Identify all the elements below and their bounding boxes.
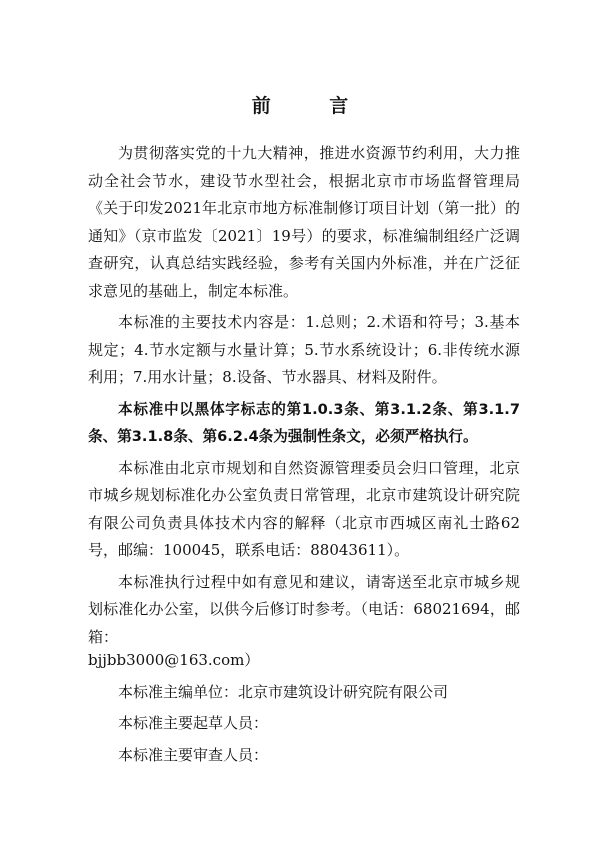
- preface-paragraph-feedback: 本标准执行过程中如有意见和建议，请寄送至北京市城乡规划标准化办公室，以供今后修订时参考。（电话：68021694，邮箱：: [88, 572, 520, 646]
- reviewers-line: 本标准主要审查人员：: [118, 745, 269, 764]
- preface-paragraph-purpose: 为贯彻落实党的十九大精神，推进水资源节约利用，大力推动全社会节水，建设节水型社会，根据北京市市场监督管理局《关于印发2021年北京市地方标准制修订项目计划（第一批）的通知》（京市监发〔2021〕19号）的要求，标准编制组经广泛调查研究，认真总结实践经验，参考有关国内外标准，并在广泛征求意见的基础上，制定本标准。: [88, 144, 520, 300]
- chief-unit-name: 北京市建筑设计研究院有限公司: [238, 682, 449, 701]
- preface-body: [88, 140, 520, 773]
- preface-paragraph-management: 本标准由北京市规划和自然资源管理委员会归口管理，北京市城乡规划标准化办公室负责日常管理，北京市建筑设计研究院有限公司负责具体技术内容的解释（北京市西城区南礼士路62号，邮编：100045，联系电话：88043611）。: [88, 458, 520, 559]
- page-title: 前 言: [251, 95, 375, 117]
- drafters-line: 本标准主要起草人员：: [118, 714, 269, 732]
- preface-paragraph-contents: 本标准的主要技术内容是：1.总则；2.术语和符号；3.基本规定；4.节水定额与水量计算；5.节水系统设计；6.非传统水源利用；7.用水计量；8.设备、节水器具、材料及附件。: [88, 313, 520, 386]
- preface-paragraph-mandatory: 本标准中以黑体字标志的第1.0.3条、第3.1.2条、第3.1.7条、第3.1.8条、第6.2.4条为强制性条文，必须严格执行。: [88, 400, 520, 445]
- chief-unit-label: 本标准主编单位：: [118, 682, 239, 701]
- feedback-email: bjjbb3000@163.com）: [88, 651, 260, 669]
- chief-unit-line: [88, 679, 520, 707]
